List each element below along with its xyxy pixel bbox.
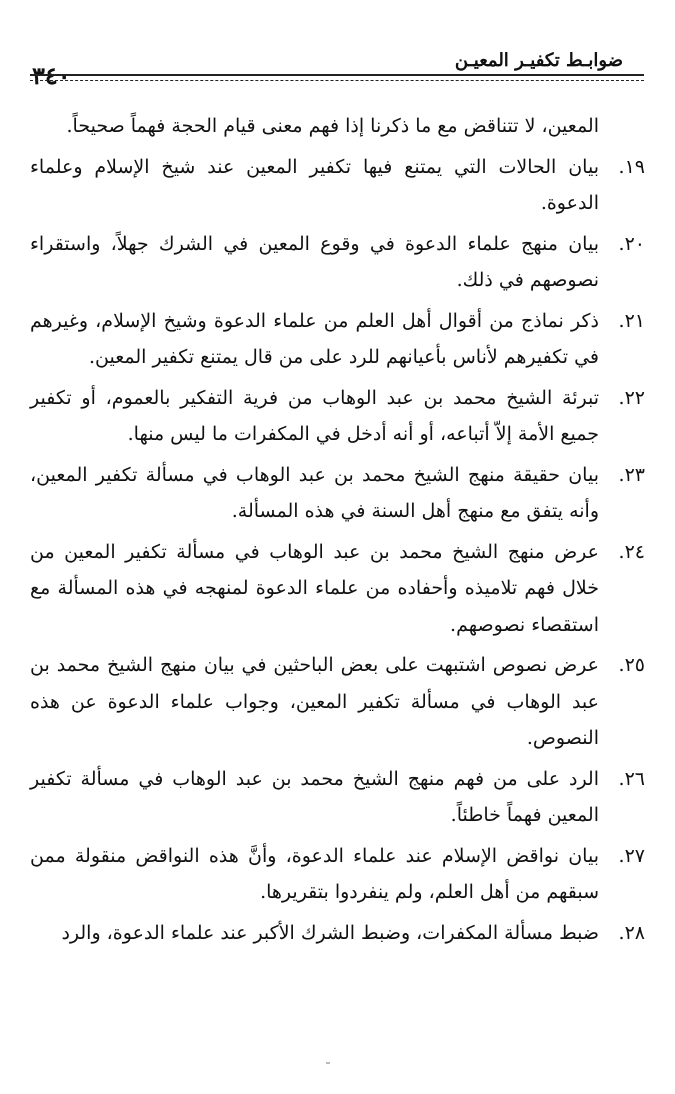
item-number: ٢٤. [618,540,645,563]
item-number: ٢٢. [618,386,645,409]
item-number: ٢١. [618,309,645,332]
list-item [30,226,645,299]
list-item [30,761,645,834]
list-item [30,149,645,222]
header-rule [30,74,644,76]
item-number: ٢٨. [618,921,645,944]
page-number: ٣٤٠ [32,61,71,90]
item-text: بيان حقيقة منهج الشيخ محمد بن عبد الوهاب في مسألة تكفير المعين، وأنه يتفق مع منهج أهل السنة في هذه المسألة. [30,463,599,522]
page-body [30,108,645,955]
item-number: ١٩. [618,155,645,178]
list-item [30,534,645,644]
intro-paragraph: المعين، لا تتناقض مع ما ذكرنا إذا فهم معنى قيام الحجة فهماً صحيحاً. [66,115,599,137]
list-item [30,838,645,911]
item-text: ضبط مسألة المكفرات، وضبط الشرك الأكبر عند علماء الدعوة، والرد [61,921,599,944]
item-number: ٢٧. [618,844,645,867]
item-number: ٢٥. [618,654,645,676]
item-text: ذكر نماذج من أقوال أهل العلم من علماء الدعوة وشيخ الإسلام، وغيرهم في تكفيرهم لأناس بأعيانهم للرد على من قال يمتنع تكفير المعين. [30,309,599,368]
item-text: عرض منهج الشيخ محمد بن عبد الوهاب في مسألة تكفير المعين من خلال فهم تلاميذه وأحفاده من علماء الدعوة لمنهجه في هذه المسألة مع استقصاء نصوصهم. [30,540,599,636]
list-item [30,303,645,376]
item-text: عرض نصوص اشتبهت على بعض الباحثين في بيان منهج الشيخ محمد بن عبد الوهاب في مسألة تكفير المعين، وجواب علماء الدعوة عن هذه النصوص. [30,654,599,749]
running-title: ضوابـط تكفيـر المعيـن [454,50,623,71]
item-text: الرد على من فهم منهج الشيخ محمد بن عبد الوهاب في مسألة تكفير المعين فهماً خاطئاً. [30,767,599,826]
item-text: بيان نواقض الإسلام عند علماء الدعوة، وأنَّ هذه النواقض منقولة ممن سبقهم من أهل العلم، ولم ينفردوا بتقريرها. [30,844,599,903]
list-item [30,457,645,530]
header-rule-dashed [30,80,644,81]
list-item [30,380,645,453]
footer-mark [326,1062,330,1064]
item-text: بيان منهج علماء الدعوة في وقوع المعين في الشرك جهلاً، واستقراء نصوصهم في ذلك. [30,232,599,291]
item-number: ٢٦. [618,767,645,790]
list-item [30,915,645,952]
item-number: ٢٣. [618,463,645,486]
item-text: تبرئة الشيخ محمد بن عبد الوهاب من فرية التفكير بالعموم، أو تكفير جميع الأمة إلاّ أتباعه، أو أنه أدخل في المكفرات ما ليس منها. [30,386,599,445]
list-item [30,647,645,757]
item-text: بيان الحالات التي يمتنع فيها تكفير المعين عند شيخ الإسلام وعلماء الدعوة. [30,155,599,214]
item-number: ٢٠. [618,232,645,255]
